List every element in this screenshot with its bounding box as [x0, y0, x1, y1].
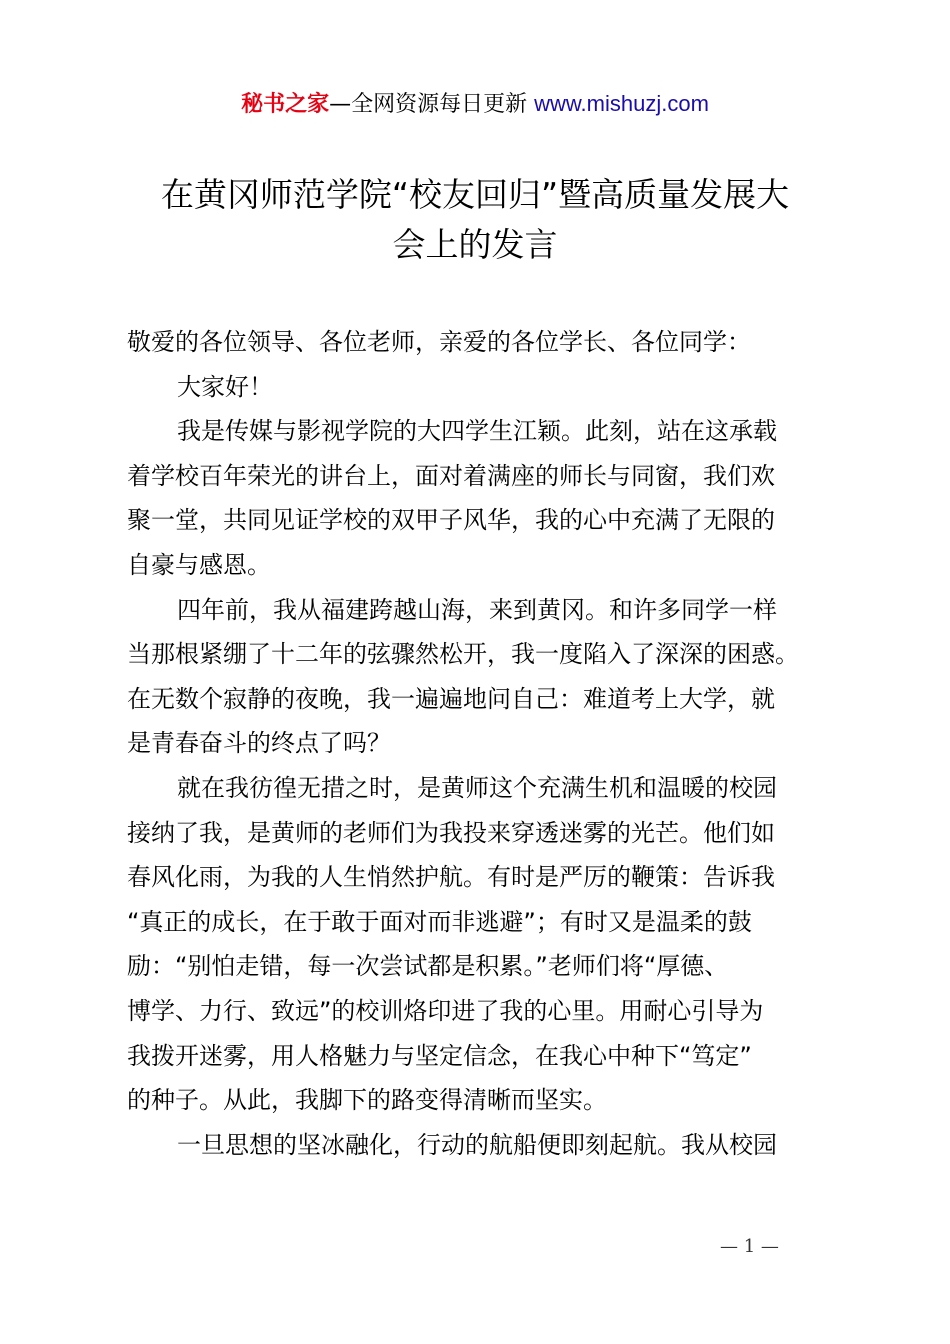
- site-header: [0, 88, 950, 121]
- paragraph-line: 一旦思想的坚冰融化，行动的航船便即刻起航。我从校园: [177, 1130, 777, 1159]
- salutation: 敬爱的各位领导、各位老师，亲爱的各位学长、各位同学：: [127, 328, 751, 356]
- paragraph-line: 自豪与感恩。: [127, 550, 271, 579]
- paragraph-line: “真正的成长，在于敢于面对而非逃避”；有时又是温柔的鼓: [127, 907, 752, 936]
- paragraph-line: 的种子。从此，我脚下的路变得清晰而坚实。: [127, 1086, 607, 1115]
- paragraph-line: 当那根紧绷了十二年的弦骤然松开，我一度陷入了深深的困惑。: [127, 640, 799, 669]
- paragraph-line: 在无数个寂静的夜晚，我一遍遍地问自己：难道考上大学，就: [127, 684, 775, 713]
- paragraph-line: 博学、力行、致远”的校训烙印进了我的心里。用耐心引导为: [127, 996, 764, 1025]
- paragraph-line: 就在我彷徨无措之时，是黄师这个充满生机和温暖的校园: [177, 773, 777, 802]
- greeting: 大家好！: [177, 372, 273, 401]
- paragraph-line: 我是传媒与影视学院的大四学生江颖。此刻，站在这承载: [177, 417, 777, 446]
- paragraph-line: 聚一堂，共同见证学校的双甲子风华，我的心中充满了无限的: [127, 506, 775, 535]
- document-title: [120, 170, 830, 270]
- site-url-link[interactable]: www.mishuzj.com: [534, 91, 709, 116]
- title-line-2: 会上的发言: [392, 225, 558, 264]
- document-body: [127, 320, 837, 1167]
- title-line-1: 在黄冈师范学院“校友回归”暨高质量发展大: [160, 175, 790, 214]
- page-number: — 1 —: [720, 1236, 779, 1257]
- header-slogan: —全网资源每日更新: [329, 92, 535, 117]
- paragraph-line: 励：“别怕走错，每一次尝试都是积累。”老师们将“厚德、: [127, 952, 729, 981]
- paragraph-line: 四年前，我从福建跨越山海，来到黄冈。和许多同学一样: [177, 595, 777, 624]
- paragraph-line: 春风化雨，为我的人生悄然护航。有时是严厉的鞭策：告诉我: [127, 863, 775, 892]
- paragraph-line: 接纳了我，是黄师的老师们为我投来穿透迷雾的光芒。他们如: [127, 818, 775, 847]
- paragraph-line: 着学校百年荣光的讲台上，面对着满座的师长与同窗，我们欢: [127, 461, 775, 490]
- paragraph-line: 我拨开迷雾，用人格魅力与坚定信念，在我心中种下“笃定”: [127, 1041, 752, 1070]
- brand-name: 秘书之家: [241, 92, 330, 117]
- paragraph-line: 是青春奋斗的终点了吗？: [127, 729, 391, 758]
